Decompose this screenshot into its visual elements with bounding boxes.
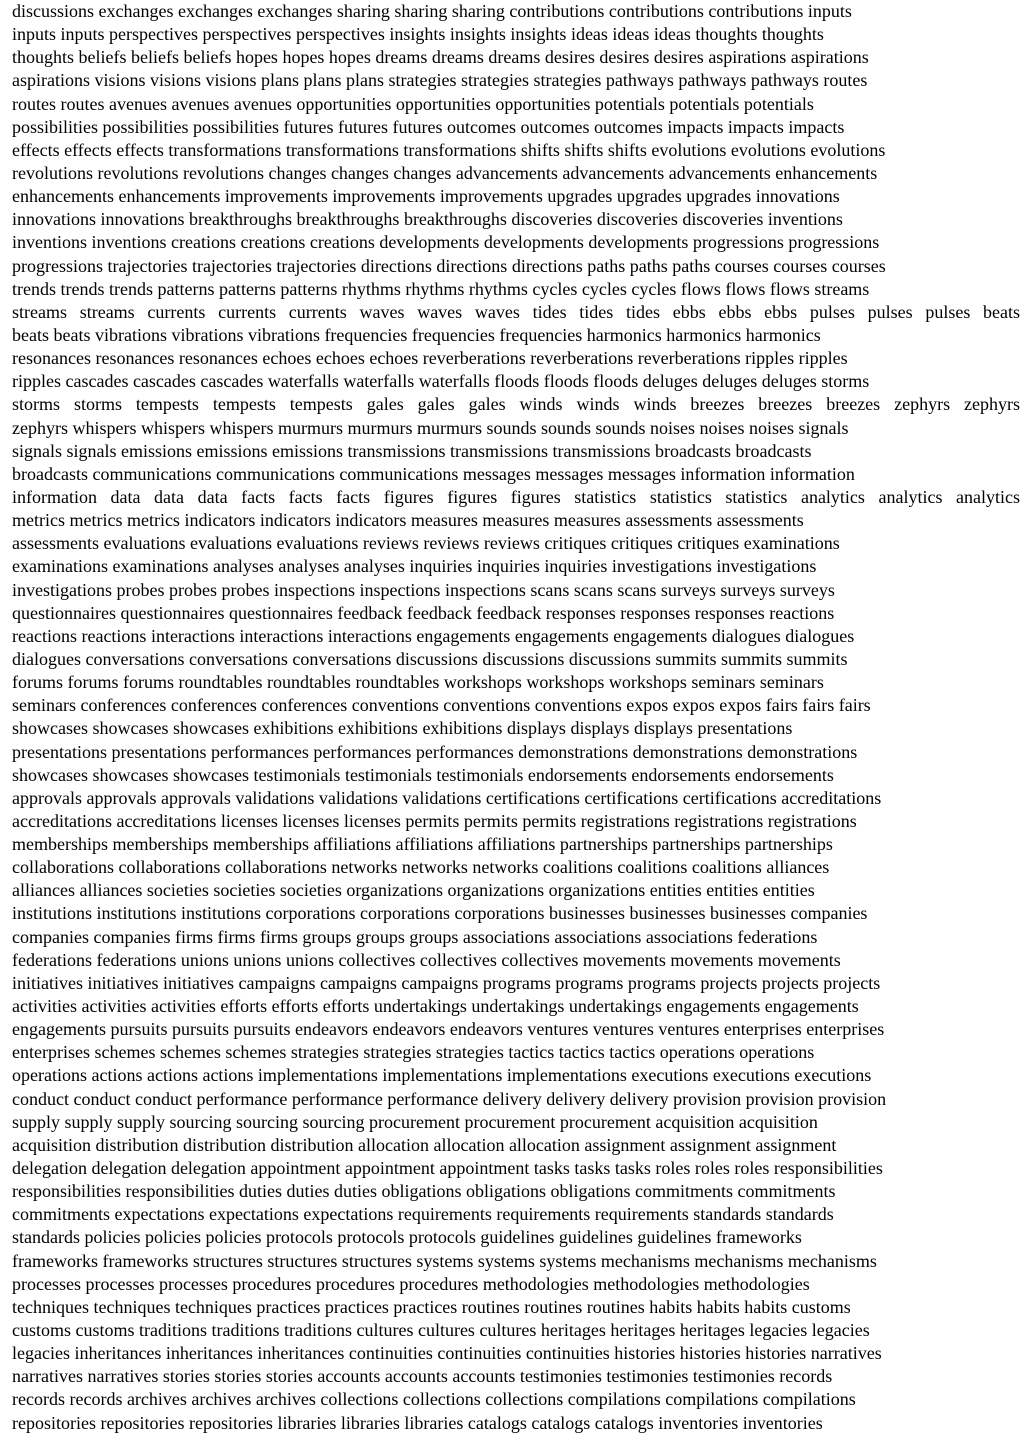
text-line: responsibilities responsibilities duties duties duties obligations obligations obligations commitments commitments	[12, 1181, 836, 1202]
text-line: metrics metrics metrics indicators indicators indicators measures measures measures assessments assessments	[12, 510, 804, 531]
text-line: resonances resonances resonances echoes echoes echoes reverberations reverberations reverberations ripples ripples	[12, 348, 848, 369]
text-line: commitments expectations expectations expectations requirements requirements requirements standards standards	[12, 1204, 834, 1225]
text-line: revolutions revolutions revolutions changes changes changes advancements advancements advancements enhancements	[12, 162, 878, 183]
text-line: aspirations visions visions visions plans plans plans strategies strategies strategies pathways pathways pathways routes	[12, 70, 868, 91]
text-line: accreditations accreditations licenses licenses licenses permits permits permits registrations registrations registrations	[12, 810, 857, 831]
text-line: trends trends trends patterns patterns patterns rhythms rhythms rhythms cycles cycles cycles flows flows flows streams	[12, 278, 870, 299]
text-line: beats beats vibrations vibrations vibrations frequencies frequencies frequencies harmonics harmonics harmonics	[12, 324, 821, 345]
text-line: alliances alliances societies societies societies organizations organizations organizations entities entities entities	[12, 880, 815, 901]
text-line: delegation delegation delegation appointment appointment appointment tasks tasks tasks roles roles roles responsibilities	[12, 1158, 883, 1179]
text-line: signals signals emissions emissions emissions transmissions transmissions transmissions broadcasts broadcasts	[12, 440, 812, 461]
text-line: effects effects effects transformations transformations transformations shifts shifts shifts evolutions evolutions evolutions	[12, 139, 886, 160]
text-line: federations federations unions unions unions collectives collectives collectives movements movements movements	[12, 949, 841, 970]
text-line: standards policies policies policies protocols protocols protocols guidelines guidelines guidelines frameworks	[12, 1227, 802, 1248]
text-line: investigations probes probes probes inspections inspections inspections scans scans scans surveys surveys surveys	[12, 579, 835, 600]
text-line: activities activities activities efforts efforts efforts undertakings undertakings undertakings engagements engagements	[12, 996, 859, 1017]
text-line: companies companies firms firms firms groups groups groups associations associations associations federations	[12, 926, 818, 947]
text-line: information data data data facts facts facts figures figures figures statistics statistics statistics analytics analytics analytics	[12, 486, 1020, 507]
text-line: acquisition distribution distribution distribution allocation allocation allocation assignment assignment assignment	[12, 1134, 837, 1155]
text-line: conduct conduct conduct performance performance performance delivery delivery delivery provision provision provision	[12, 1088, 887, 1109]
text-line: ripples cascades cascades cascades waterfalls waterfalls waterfalls floods floods floods deluges deluges deluges storms	[12, 371, 870, 392]
text-line: enhancements enhancements improvements improvements improvements upgrades upgrades upgrades innovations	[12, 186, 840, 207]
document-body	[12, 0, 1020, 1435]
text-line: discussions exchanges exchanges exchanges sharing sharing sharing contributions contributions contributions inputs	[12, 1, 852, 21]
text-line: showcases showcases showcases testimonials testimonials testimonials endorsements endorsements endorsements	[12, 764, 834, 785]
text-line: initiatives initiatives initiatives campaigns campaigns campaigns programs programs programs projects projects projects	[12, 972, 881, 993]
text-line: forums forums forums roundtables roundtables roundtables workshops workshops workshops seminars seminars	[12, 672, 824, 693]
text-line: thoughts beliefs beliefs beliefs hopes hopes hopes dreams dreams dreams desires desires desires aspirations aspirations	[12, 47, 869, 68]
text-line: frameworks frameworks structures structures structures systems systems systems mechanisms mechanisms mechanisms	[12, 1250, 877, 1271]
text-line: inputs inputs perspectives perspectives perspectives insights insights insights ideas ideas ideas thoughts thoughts	[12, 24, 824, 45]
text-line: showcases showcases showcases exhibitions exhibitions exhibitions displays displays displays presentations	[12, 718, 793, 739]
text-line: seminars conferences conferences conferences conventions conventions conventions expos expos expos fairs fairs fairs	[12, 695, 871, 716]
text-line: institutions institutions institutions corporations corporations corporations businesses businesses businesses companies	[12, 903, 868, 924]
text-line: records records archives archives archives collections collections collections compilations compilations compilations	[12, 1389, 856, 1410]
text-line: examinations examinations analyses analyses analyses inquiries inquiries inquiries investigations investigations	[12, 556, 817, 577]
text-line: questionnaires questionnaires questionnaires feedback feedback feedback responses responses responses reactions	[12, 602, 835, 623]
text-line: enterprises schemes schemes schemes strategies strategies strategies tactics tactics tactics operations operations	[12, 1042, 815, 1063]
text-line: operations actions actions actions implementations implementations implementations executions executions executions	[12, 1065, 872, 1086]
text-line: streams streams currents currents currents waves waves waves tides tides tides ebbs ebbs ebbs pulses pulses pulses beats	[12, 301, 1020, 322]
text-line: dialogues conversations conversations conversations discussions discussions discussions summits summits summits	[12, 648, 848, 669]
text-line: broadcasts communications communications communications messages messages messages information information	[12, 463, 855, 484]
text-line: customs customs traditions traditions traditions cultures cultures cultures heritages heritages heritages legacies legacies	[12, 1320, 870, 1341]
text-line: techniques techniques techniques practices practices practices routines routines routines habits habits habits customs	[12, 1296, 851, 1317]
text-line: zephyrs whispers whispers whispers murmurs murmurs murmurs sounds sounds sounds noises noises noises signals	[12, 417, 849, 438]
text-line: processes processes processes procedures procedures procedures methodologies methodologies methodologies	[12, 1273, 810, 1294]
text-line: supply supply supply sourcing sourcing sourcing procurement procurement procurement acquisition acquisition	[12, 1111, 818, 1132]
text-line: collaborations collaborations collaborations networks networks networks coalitions coalitions coalitions alliances	[12, 857, 830, 878]
text-line: approvals approvals approvals validations validations validations certifications certifications certifications accreditations	[12, 787, 882, 808]
text-line: presentations presentations performances performances performances demonstrations demonstrations demonstrations	[12, 741, 858, 762]
text-line: assessments evaluations evaluations evaluations reviews reviews reviews critiques critiques critiques examinations	[12, 533, 840, 554]
text-line: repositories repositories repositories libraries libraries libraries catalogs catalogs catalogs inventories inventories	[12, 1412, 823, 1433]
text-line: possibilities possibilities possibilities futures futures futures outcomes outcomes outcomes impacts impacts impacts	[12, 116, 845, 137]
text-line: memberships memberships memberships affiliations affiliations affiliations partnerships partnerships partnerships	[12, 834, 833, 855]
text-line: inventions inventions creations creations creations developments developments developments progressions progressions	[12, 232, 880, 253]
text-line: narratives narratives stories stories stories accounts accounts accounts testimonies testimonies testimonies records	[12, 1366, 833, 1387]
text-line: storms storms tempests tempests tempests gales gales gales winds winds winds breezes breezes breezes zephyrs zephyrs	[12, 394, 1020, 415]
text-line: progressions trajectories trajectories trajectories directions directions directions paths paths paths courses courses courses	[12, 255, 886, 276]
text-line: innovations innovations breakthroughs breakthroughs breakthroughs discoveries discoveries discoveries inventions	[12, 209, 843, 230]
text-line: reactions reactions interactions interactions interactions engagements engagements engagements dialogues dialogues	[12, 625, 855, 646]
text-line: routes routes avenues avenues avenues opportunities opportunities opportunities potentials potentials potentials	[12, 93, 814, 114]
text-line: legacies inheritances inheritances inheritances continuities continuities continuities histories histories histories narratives	[12, 1343, 882, 1364]
text-line: engagements pursuits pursuits pursuits endeavors endeavors endeavors ventures ventures ventures enterprises enterprises	[12, 1019, 885, 1040]
